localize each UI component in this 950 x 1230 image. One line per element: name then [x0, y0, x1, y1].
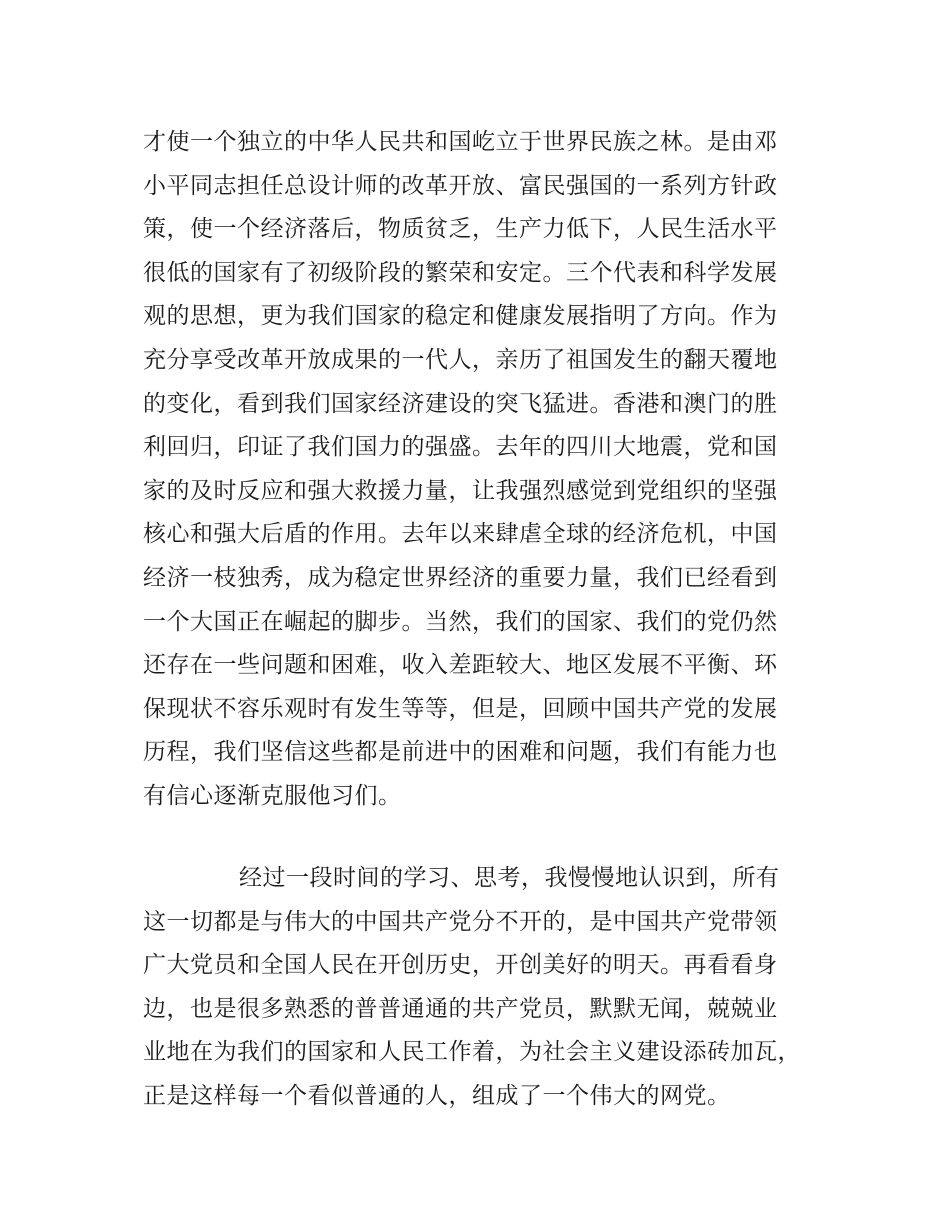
text-line: 经济一枝独秀，成为稳定世界经济的重要力量，我们已经看到 — [143, 564, 778, 591]
paragraph-2 — [143, 857, 815, 1119]
paragraph-1 — [143, 121, 815, 819]
text-line: 很低的国家有了初级阶段的繁荣和安定。三个代表和科学发展 — [143, 259, 778, 286]
text-line: 这一切都是与伟大的中国共产党分不开的，是中国共产党带领 — [143, 908, 778, 935]
text-line: 才使一个独立的中华人民共和国屹立于世界民族之林。是由邓 — [143, 129, 778, 155]
text-line: 核心和强大后盾的作用。去年以来肆虐全球的经济危机，中国 — [143, 521, 778, 548]
text-line: 正是这样每一个看似普通的人，组成了一个伟大的网党。 — [143, 1082, 731, 1109]
text-line: 广大党员和全国人民在开创历史，开创美好的明天。再看看身 — [143, 952, 778, 979]
text-line: 边，也是很多熟悉的普普通通的共产党员，默默无闻，兢兢业 — [143, 995, 778, 1022]
text-line: 利回归，印证了我们国力的强盛。去年的四川大地震，党和国 — [143, 434, 778, 461]
text-line: 历程，我们坚信这些都是前进中的困难和问题，我们有能力也 — [143, 739, 778, 766]
text-line: 的变化，看到我们国家经济建设的突飞猛进。香港和澳门的胜 — [143, 390, 778, 417]
text-line: 观的思想，更为我们国家的稳定和健康发展指明了方向。作为 — [143, 303, 778, 330]
text-line: 策，使一个经济落后，物质贫乏，生产力低下，人民生活水平 — [143, 216, 778, 243]
text-line: 一个大国正在崛起的脚步。当然，我们的国家、我们的党仍然 — [143, 608, 778, 635]
text-line: 小平同志担任总设计师的改革开放、富民强国的一系列方针政 — [143, 172, 778, 199]
text-line: 经过一段时间的学习、思考，我慢慢地认识到，所有 — [239, 865, 780, 891]
text-line: 有信心逐渐克服他习们。 — [143, 782, 402, 809]
text-line: 家的及时反应和强大救援力量，让我强烈感觉到党组织的坚强 — [143, 477, 778, 504]
text-line: 业地在为我们的国家和人民工作着，为社会主义建设添砖加瓦， — [143, 1039, 801, 1066]
text-line: 充分享受改革开放成果的一代人，亲历了祖国发生的翻天覆地 — [143, 346, 778, 373]
text-line: 保现状不容乐观时有发生等等，但是，回顾中国共产党的发展 — [143, 695, 778, 722]
text-line: 还存在一些问题和困难，收入差距较大、地区发展不平衡、环 — [143, 652, 778, 679]
